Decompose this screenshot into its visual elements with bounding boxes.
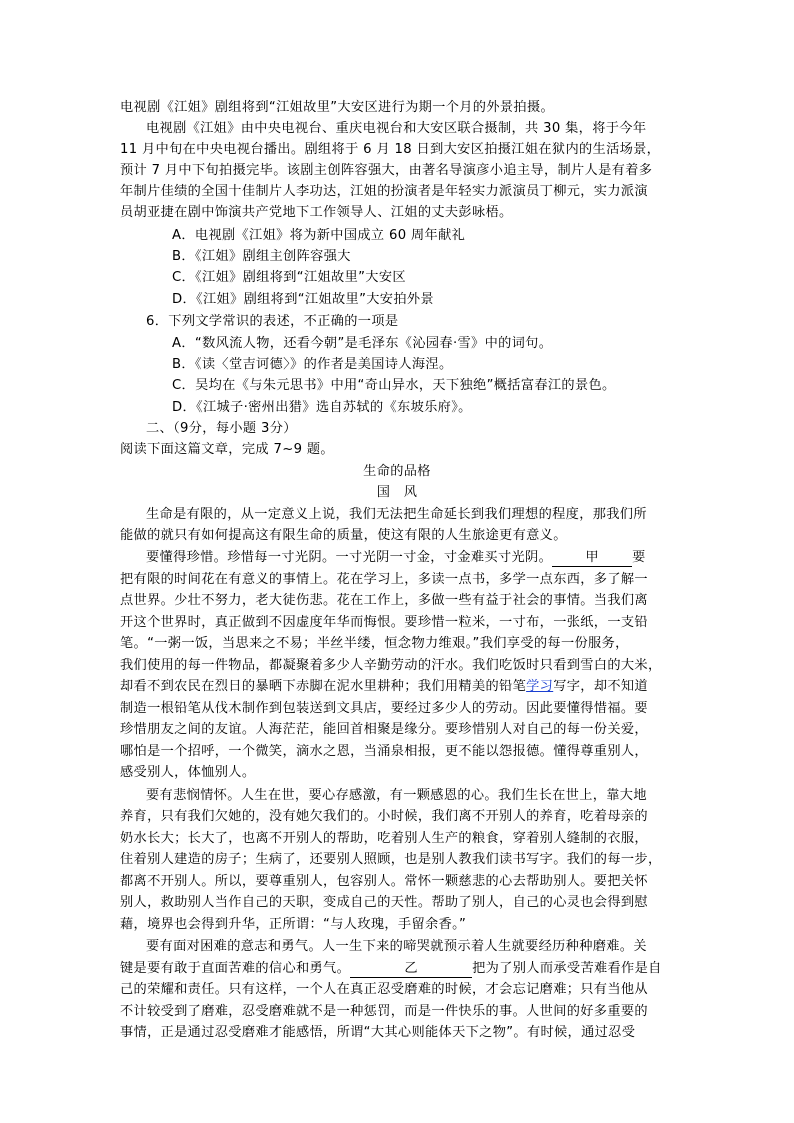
news-paragraph-line: 电视剧《江姐》由中央电视台、重庆电视台和大安区联合摄制，共 30 集，将于今年	[146, 121, 647, 136]
news-paragraph-line: 11 月中旬在中央电视台播出。剧组将于 6 月 18 日到大安区拍摄江姐在狱内的生活场景，	[120, 142, 661, 157]
news-paragraph-line: 预计 7 月中下旬拍摄完毕。该剧主创阵容强大，由著名导演彦小追主导，制片人是有着多	[120, 163, 653, 178]
article-paragraph-line	[146, 547, 706, 568]
article-title: 生命的品格	[363, 464, 431, 479]
article-paragraph-line: 生命是有限的，从一定意义上说，我们无法把生命延长到我们理想的程度，那我们所	[146, 507, 647, 522]
article-paragraph-line: 不计较受到了磨难，忍受磨难就不是一种惩罚，而是一件快乐的事。人世间的好多重要的	[120, 1004, 648, 1019]
news-paragraph-line: 年制片佳绩的全国十佳制片人李功达，江姐的扮演者是年轻实力派演员丁柳元，实力派演	[120, 184, 648, 199]
question-6-option-c: C．吴均在《与朱元思书》中用“奇山异水，天下独绝”概括富春江的景色。	[172, 378, 616, 393]
section-2-instruction: 阅读下面这篇文章，完成 7~9 题。	[120, 442, 334, 457]
article-paragraph-line: 都离不开别人。所以，要尊重别人，包容别人。常怀一颗慈悲的心去帮助别人。要把关怀	[120, 874, 648, 889]
paragraph-text: 要懂得珍惜。珍惜每一寸光阴。一寸光阴一寸金，寸金难买寸光阴。	[146, 550, 553, 565]
article-paragraph-line: 点世界。少壮不努力，老大徒伤悲。花在工作上，多做一些有益于社会的事情。当我们离	[120, 593, 648, 608]
article-paragraph-line: 住着别人建造的房子；生病了，还要别人照顾，也是别人教我们读书写字。我们的每一步，	[120, 852, 662, 867]
news-option-b: B．《江姐》剧组主创阵容强大	[172, 249, 351, 264]
article-paragraph-line: 开这个世界时，真正做到不因虚度年华而悔恨。要珍惜一粒米，一寸布，一张纸，一支铅	[120, 615, 648, 630]
paragraph-text: 把为了别人而承受苦难看作是自	[472, 961, 662, 976]
news-option-d: D．《江姐》剧组将到“江姐故里”大安拍外景	[172, 292, 434, 307]
article-paragraph-line: 笔。“一粥一饭，当思来之不易；半丝半缕，恒念物力维艰。”我们享受的每一份服务，	[120, 636, 629, 651]
news-headline: 电视剧《江姐》剧组将到“江姐故里”大安区进行为期一个月的外景拍摄。	[120, 100, 555, 115]
paragraph-text: 键是要有敢于直面苦难的信心和勇气。	[120, 961, 351, 976]
article-paragraph-line	[120, 958, 680, 979]
article-paragraph-line: 奶水长大；长大了，也离不开别人的帮助，吃着别人生产的粮食，穿着别人缝制的衣服，	[120, 831, 648, 846]
question-6-option-a: A．“数风流人物，还看今朝”是毛泽东《沁园春·雪》中的词句。	[172, 336, 553, 351]
question-6-stem: 6．下列文学常识的表述，不正确的一项是	[146, 314, 399, 329]
study-link[interactable]: 学习	[526, 679, 554, 694]
article-paragraph-line: 能做的就只有如何提高这有限生命的质量，使这有限的人生旅途更有意义。	[120, 528, 567, 543]
article-paragraph-line: 把有限的时间花在有意义的事情上。花在学习上，多读一点书，多学一点东西，多了解一	[120, 572, 648, 587]
article-paragraph-line: 制造一根铅笔从伐木制作到包装送到文具店，要经过多少人的劳动。因此要懂得惜福。要	[120, 701, 648, 716]
article-paragraph-line: 要有悲悯情怀。人生在世，要心存感激，有一颗感恩的心。我们生长在世上，靠大地	[146, 788, 647, 803]
question-6-option-d: D．《江城子·密州出猎》选自苏轼的《东坡乐府》。	[172, 400, 472, 415]
article-paragraph-line: 我们使用的每一件物品，都凝聚着多少人辛勤劳动的汗水。我们吃饭时只看到雪白的大米，	[120, 658, 662, 673]
article-paragraph-line: 要有面对困难的意志和勇气。人一生下来的啼哭就预示着人生就要经历种种磨难。关	[146, 939, 647, 954]
news-option-a: A．电视剧《江姐》将为新中国成立 60 周年献礼	[172, 228, 466, 243]
blank-jia: 甲	[552, 549, 632, 567]
news-option-c: C．《江姐》剧组将到“江姐故里”大安区	[172, 270, 406, 285]
article-paragraph-line	[120, 676, 680, 697]
article-paragraph-line: 珍惜朋友之间的友谊。人海茫茫，能回首相聚是缘分。要珍惜别人对自己的每一份关爱，	[120, 722, 648, 737]
question-6-option-b: B．《读〈堂吉诃德〉》的作者是美国诗人海涅。	[172, 357, 453, 372]
paragraph-text: 要	[632, 550, 646, 565]
article-paragraph-line: 别人，救助别人当作自己的天职，变成自己的天性。帮助了别人，自己的心灵也会得到慰	[120, 895, 648, 910]
article-paragraph-line: 感受别人，体恤别人。	[120, 765, 256, 780]
article-author: 国 风	[376, 485, 418, 500]
article-paragraph-line: 己的荣耀和责任。只有这样，一个人在真正忍受磨难的时候，才会忘记磨难；只有当他从	[120, 982, 648, 997]
article-paragraph-line: 哪怕是一个招呼，一个微笑，滴水之恩，当涌泉相报，更不能以怨报德。懂得尊重别人，	[120, 744, 648, 759]
article-paragraph-line: 藉，境界也会得到升华，正所谓：“与人玫瑰，手留余香。”	[120, 917, 467, 932]
paragraph-text: 却看不到农民在烈日的暴晒下赤脚在泥水里耕种；我们用精美的铅笔	[120, 679, 527, 694]
article-paragraph-line: 养育，只有我们欠她的，没有她欠我们的。小时候，我们离不开别人的养育，吃着母亲的	[120, 809, 648, 824]
section-2-heading: 二、（9分，每小题 3分）	[146, 421, 297, 436]
news-paragraph-line: 员胡亚捷在剧中饰演共产党地下工作领导人、江姐的丈夫彭咏梧。	[120, 205, 513, 220]
paragraph-text: 写字，却不知道	[553, 679, 648, 694]
article-paragraph-line: 事情，正是通过忍受磨难才能感悟，所谓“大其心则能体天下之物”。有时候，通过忍受	[120, 1025, 636, 1040]
blank-yi: 乙	[350, 960, 472, 978]
